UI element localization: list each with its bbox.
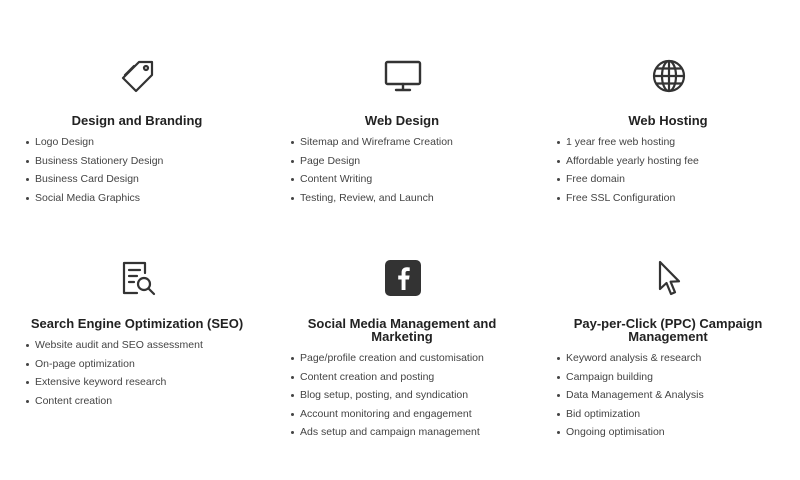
list-item: Data Management & Analysis (557, 386, 704, 405)
service-title: Web Hosting (628, 113, 708, 128)
tag-icon (116, 54, 160, 98)
list-item: Social Media Graphics (26, 189, 163, 208)
seo-document-search-icon (116, 256, 160, 300)
service-title: Pay-per-Click (PPC) Campaign Management (573, 316, 763, 344)
globe-icon (647, 54, 691, 98)
list-item: Account monitoring and engagement (291, 405, 484, 424)
service-title: Web Design (364, 113, 440, 128)
service-title: Search Engine Optimization (SEO) (30, 316, 244, 331)
list-item: Campaign building (557, 368, 704, 387)
service-list (26, 336, 203, 410)
list-item: Logo Design (26, 133, 163, 152)
list-item: Testing, Review, and Launch (291, 189, 453, 208)
list-item: Page/profile creation and customisation (291, 349, 484, 368)
monitor-icon (381, 54, 425, 98)
service-title: Social Media Management and Marketing (307, 316, 497, 344)
list-item: Content creation (26, 392, 203, 411)
list-item: Affordable yearly hosting fee (557, 152, 699, 171)
cursor-arrow-icon (647, 256, 691, 300)
service-list (291, 133, 453, 207)
list-item: Ongoing optimisation (557, 423, 704, 442)
list-item: Sitemap and Wireframe Creation (291, 133, 453, 152)
list-item: Keyword analysis & research (557, 349, 704, 368)
list-item: 1 year free web hosting (557, 133, 699, 152)
service-list (291, 349, 484, 442)
list-item: Business Stationery Design (26, 152, 163, 171)
list-item: Business Card Design (26, 170, 163, 189)
list-item: Free domain (557, 170, 699, 189)
service-list (557, 349, 704, 442)
list-item: Ads setup and campaign management (291, 423, 484, 442)
list-item: Content creation and posting (291, 368, 484, 387)
list-item: Free SSL Configuration (557, 189, 699, 208)
list-item: Bid optimization (557, 405, 704, 424)
service-title: Design and Branding (71, 113, 203, 128)
facebook-icon (381, 256, 425, 300)
list-item: Page Design (291, 152, 453, 171)
list-item: Blog setup, posting, and syndication (291, 386, 484, 405)
service-list (557, 133, 699, 207)
service-list (26, 133, 163, 207)
list-item: On-page optimization (26, 355, 203, 374)
list-item: Website audit and SEO assessment (26, 336, 203, 355)
list-item: Extensive keyword research (26, 373, 203, 392)
list-item: Content Writing (291, 170, 453, 189)
